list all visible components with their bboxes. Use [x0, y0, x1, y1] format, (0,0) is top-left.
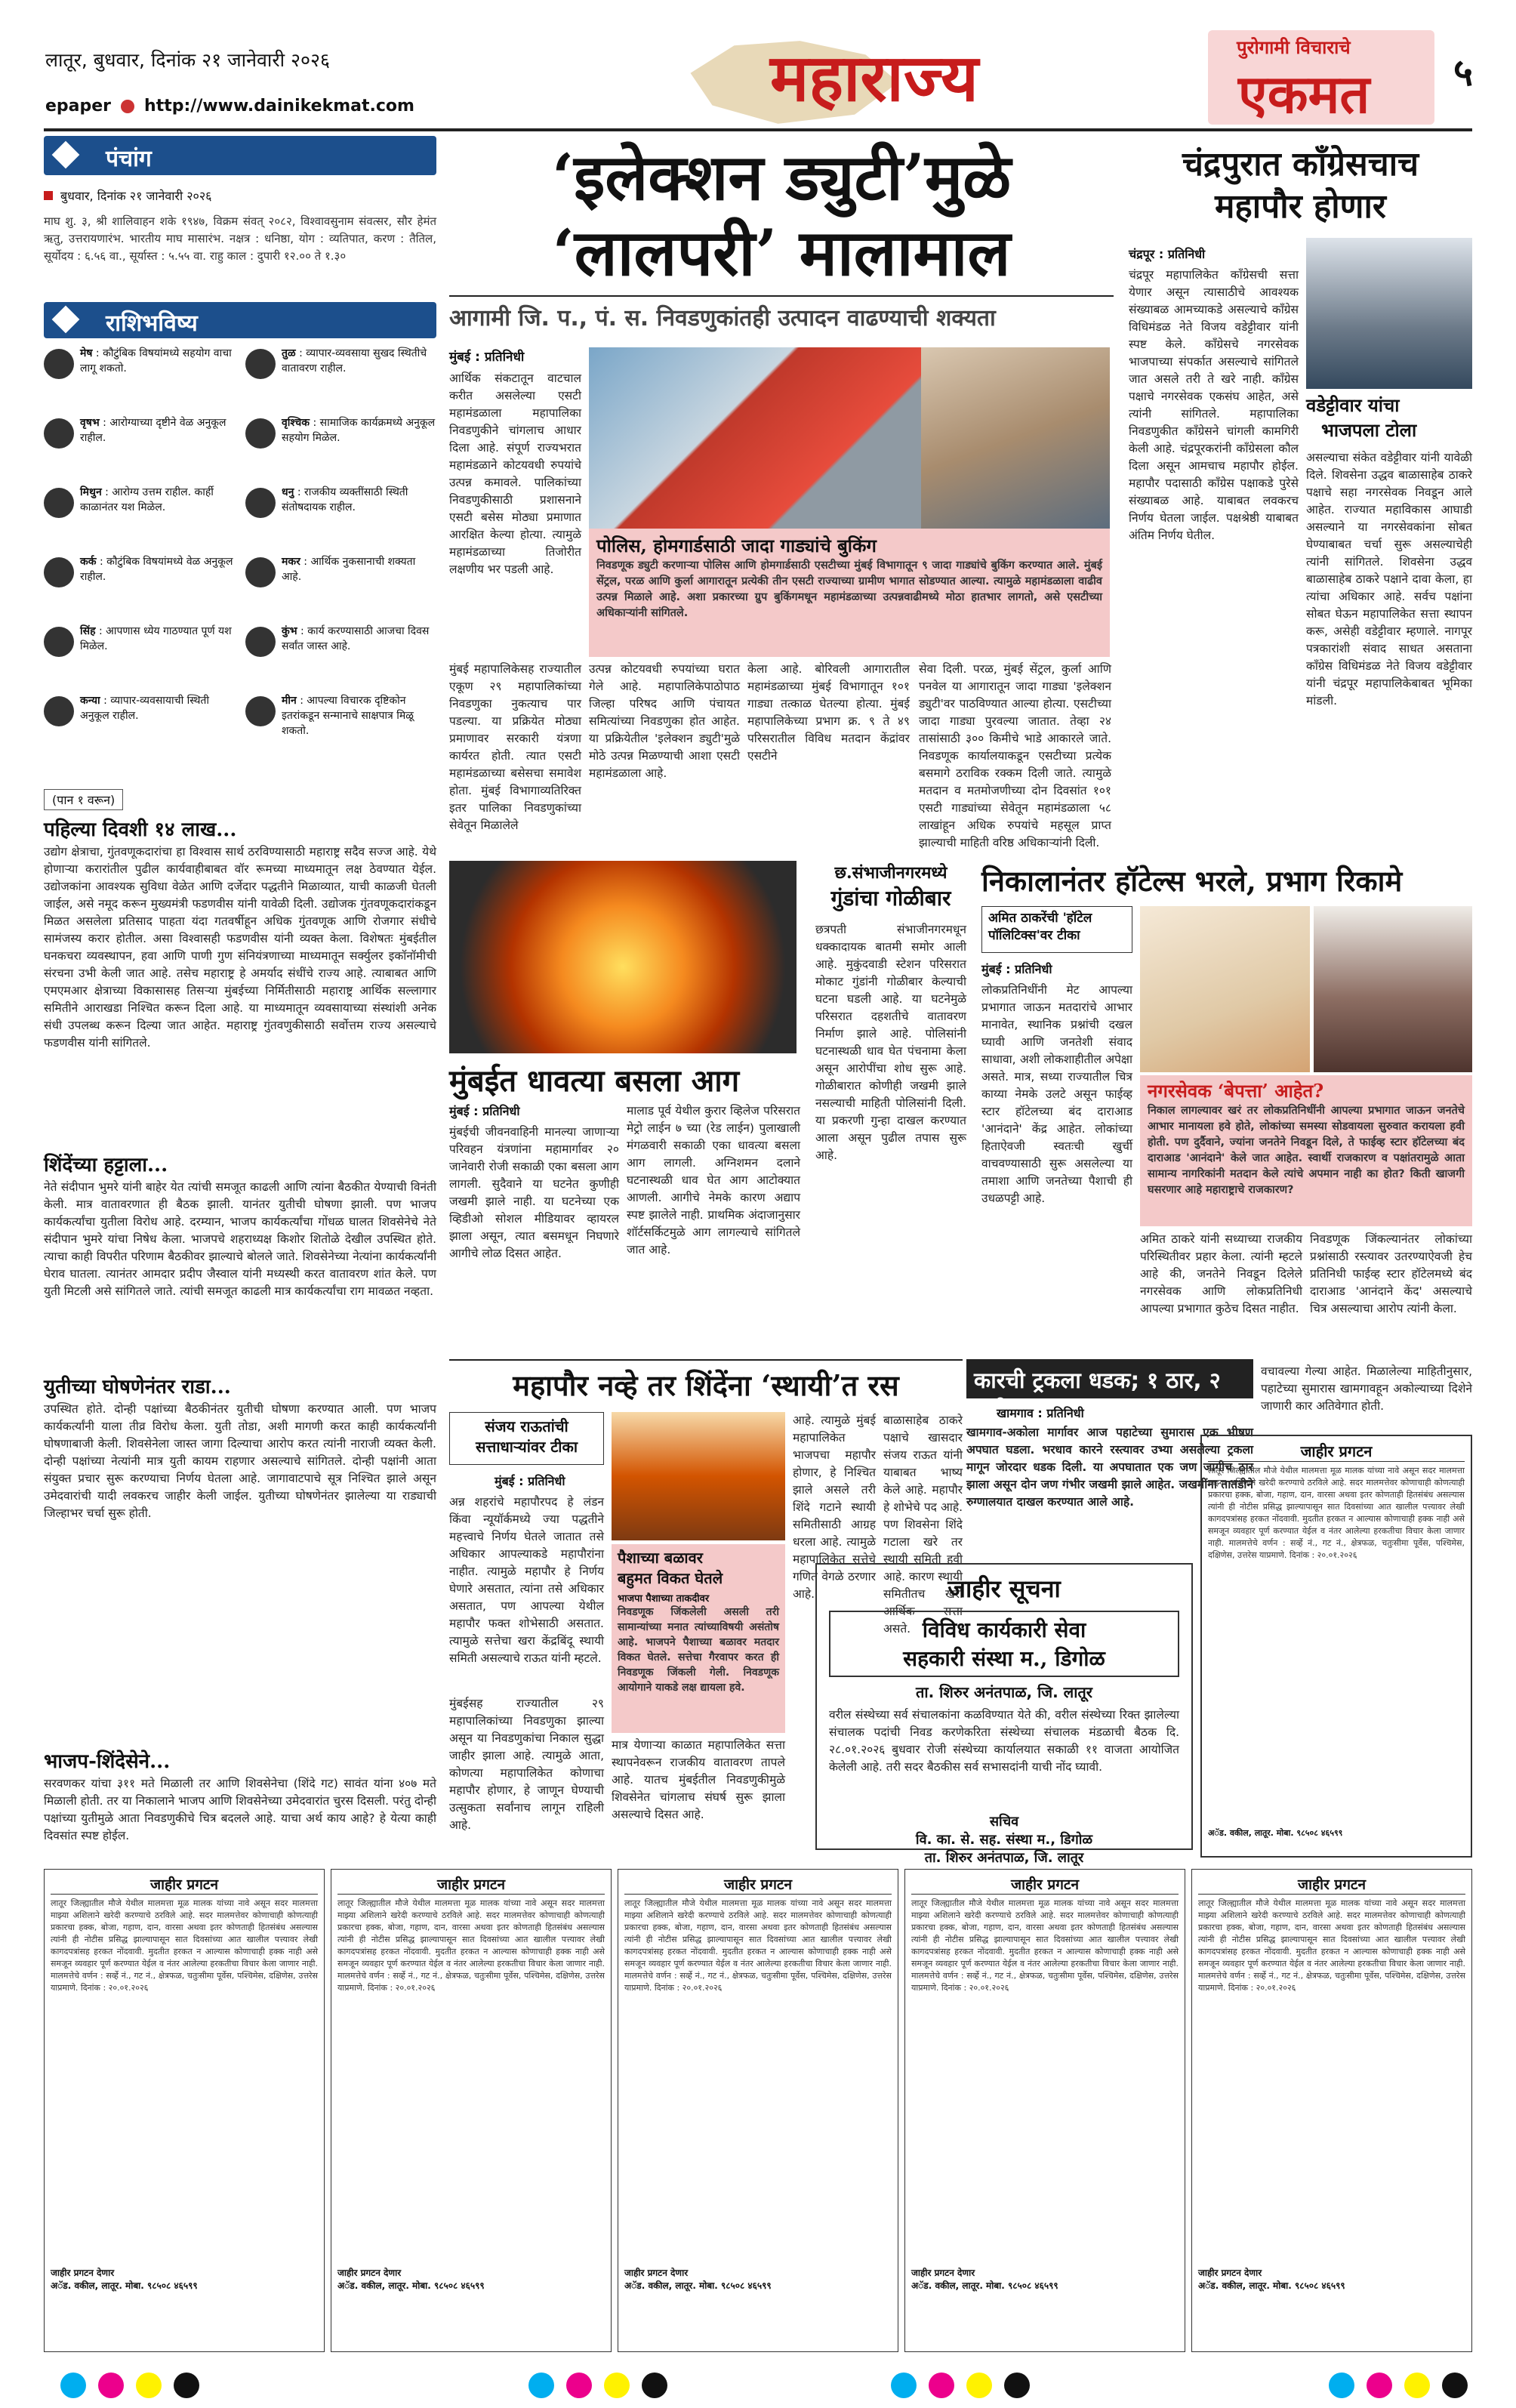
- congress-photo-caption-1: वडेट्टीवार यांचा: [1306, 394, 1400, 416]
- mayor-quote-box: [612, 1544, 785, 1733]
- panchang-body: माघ शु. ३, श्री शालिवाहन शके १९४७, विक्रम संवत् २०८२, विश्वावसुनाम संवत्सर, सौर हेमंत ऋतु, उत्तरायणारंभ. भारतीय माघ मासारंभ. नक्षत्र : धनिष्ठा, योग : व्यतिपात, करण : तैतिल, सूर्योदय : ६.५६ वा., सूर्यास्त : ५.५५ वा. राहु काल : दुपारी १२.०० ते १.३०: [44, 214, 436, 263]
- rashi-item: तुळ : व्यापार-व्यवसाया सुखद स्थितीचे वातावरण राहील.: [245, 346, 436, 412]
- classified-ad-text: लातूर जिल्ह्यातील मौजे येथील मालमत्ता मूळ मालक यांच्या नावे असून सदर मालमत्ता माझ्या अशिलाने खरेदी करण्याचे ठरविले आहे. सदर मालमत्तेवर कोणाचाही कोणत्याही प्रकारचा हक्क, बोजा, गहाण, दान, वारसा अथवा इतर कोणताही हितसंबंध असल्यास त्यांनी ही नोटीस प्रसिद्ध झाल्यापासून सात दिवसांच्या आत खालील पत्त्यावर लेखी कागदपत्रांसह हरकत नोंदवावी. मुदतीत हरकत न आल्यास कोणाचाही हक्क नाही असे समजून व्यवहार पूर्ण करण्यात येईल व नंतर आलेल्या हरकतीचा विचार केला जाणार नाही. मालमत्तेचे वर्णन : सर्व्हे नं., गट नं., क्षेत्रफळ, चतुःसीमा पूर्वेस, पश्चिमेस, दक्षिणेस, उत्तरेस याप्रमाणे. दिनांक : २०.०१.२०२६: [337, 1898, 605, 1993]
- lead-story: [449, 140, 1114, 857]
- bus-fire-col1: मुंबईची जीवनवाहिनी मानल्या जाणाऱ्या परिवहन यंत्रणांना महामार्गावर २० जानेवारी रोजी सकाळी एका बसला आग लागली. सुदैवाने या घटनेत कुणीही जखमी झाले नाही. या घटनेच्या एक व्हिडीओ सोशल मीडियावर व्हायरल झाला असून, त्यात बसमधून निघणारे आगीचे लोळ दिसत आहेत.: [449, 1125, 619, 1260]
- classified-ad-sign: जाहीर प्रगटन देणार: [911, 2268, 975, 2278]
- lead-byline: मुंबई : प्रतिनिधी: [449, 350, 525, 365]
- classified-ad-text: लातूर जिल्ह्यातील मौजे येथील मालमत्ता मूळ मालक यांच्या नावे असून सदर मालमत्ता माझ्या अशिलाने खरेदी करण्याचे ठरविले आहे. सदर मालमत्तेवर कोणाचाही कोणत्याही प्रकारचा हक्क, बोजा, गहाण, दान, वारसा अथवा इतर कोणताही हितसंबंध असल्यास त्यांनी ही नोटीस प्रसिद्ध झाल्यापासून सात दिवसांच्या आत खालील पत्त्यावर लेखी कागदपत्रांसह हरकत नोंदवावी. मुदतीत हरकत न आल्यास कोणाचाही हक्क नाही असे समजून व्यवहार पूर्ण करण्यात येईल व नंतर आलेल्या हरकतीचा विचार केला जाणार नाही. मालमत्तेचे वर्णन : सर्व्हे नं., गट नं., क्षेत्रफळ, चतुःसीमा पूर्वेस, पश्चिमेस, दक्षिणेस, उत्तरेस याप्रमाणे. दिनांक : २०.०१.२०२६: [624, 1898, 892, 1993]
- mayor-rule: [449, 1359, 963, 1361]
- registration-mark: [60, 2373, 86, 2398]
- public-notice-body: वरील संस्थेच्या सर्व संचालकांना कळविण्यात येते की, वरील संस्थेच्या रिक्त झालेल्या संचालक पदांची निवड करणेकरिता संस्थेच्या संचालक मंडळाची बैठक दि. २८.०१.२०२६ बुधवार रोजी संस्थेच्या कार्यालयात सकाळी ११ वाजता आयोजित केलेली आहे. तरी सदर बैठकीस सर्व सभासदांनी याची नोंद घ्यावी.: [829, 1708, 1179, 1774]
- right-ad-text: लातूर जिल्ह्यातील मौजे येथील मालमत्ता मूळ मालक यांच्या नावे असून सदर मालमत्ता माझ्या अशिलाने खरेदी करण्याचे ठरविले आहे. सदर मालमत्तेवर कोणाचाही कोणत्याही प्रकारचा हक्क, बोजा, गहाण, दान, वारसा अथवा इतर कोणताही हितसंबंध असल्यास त्यांनी ही नोटीस प्रसिद्ध झाल्यापासून सात दिवसांच्या आत खालील पत्त्यावर लेखी कागदपत्रांसह हरकत नोंदवावी. मुदतीत हरकत न आल्यास कोणाचाही हक्क नाही असे समजून व्यवहार पूर्ण करण्यात येईल व नंतर आलेल्या हरकतीचा विचार केला जाणार नाही. मालमत्तेचे वर्णन : सर्व्हे नं., गट नं., क्षेत्रफळ, चतुःसीमा पूर्वेस, पश्चिमेस, दक्षिणेस, उत्तरेस याप्रमाणे. दिनांक : २०.०१.२०२६: [1208, 1466, 1465, 1560]
- rashi-name: वृश्चिक: [282, 417, 310, 429]
- classified-ad-heading: जाहीर प्रगटन: [1198, 1874, 1465, 1895]
- rashi-text: सामाजिक कार्यक्रमध्ये अनुकूल सहयोग मिळेल.: [282, 417, 436, 444]
- bus-fire-byline: मुंबई : प्रतिनिधी: [449, 1104, 520, 1118]
- public-notice-org-2: सहकारी संस्था म., डिगोळ: [903, 1646, 1105, 1671]
- rashi-item: वृषभ : आरोग्याच्या दृष्टीने वेळ अनुकूल राहील.: [44, 415, 235, 482]
- panchang-section: [44, 136, 436, 294]
- continued-section: [44, 789, 436, 1861]
- classified-ad-heading: जाहीर प्रगटन: [51, 1874, 318, 1895]
- panchang-date-row: [44, 187, 436, 204]
- mayor-col4: बाळासाहेब ठाकरे पक्षाचे खासदार संजय राऊत यांनी याबाबत भाष्य केले आहे. महापौर हे शोभेचे पद आहे. पण शिवसेना शिंदे गटाला खरे तर स्थायी समिती हवी आहे. कारण स्थायी समितीतच खरी आर्थिक सत्ता असते.: [883, 1414, 963, 1636]
- dateline: लातूर, बुधवार, दिनांक २१ जानेवारी २०२६: [45, 49, 331, 71]
- public-notice-sign-3: ता. शिरुर अनंतपाळ, जि. लातूर: [924, 1850, 1084, 1866]
- section-title: महाराज्य: [770, 40, 978, 116]
- classified-ad-advocate: अॅड. वकील, लातूर. मोबा. ९८५०८ ४६५९९: [624, 2280, 772, 2291]
- rashi-name: कुंभ: [282, 625, 297, 637]
- classified-ad-sign: जाहीर प्रगटन देणार: [51, 2268, 115, 2278]
- classified-ad: [44, 1869, 325, 2352]
- classified-ad: [904, 1869, 1185, 2352]
- diamond-icon: [52, 306, 80, 334]
- classified-ad-sign: जाहीर प्रगटन देणार: [624, 2268, 689, 2278]
- rashi-item: वृश्चिक : सामाजिक कार्यक्रमध्ये अनुकूल सहयोग मिळेल.: [245, 415, 436, 482]
- sambhaji-title-2: गुंडांचा गोळीबार: [830, 886, 951, 911]
- continued-text-1: उद्योग क्षेत्राचा, गुंतवणूकदारांचा हा विश्वास सार्थ ठरविण्यासाठी महाराष्ट्र सदैव सज्ज आहे. येथे होणाऱ्या करारांतील पुढील कार्यवाहीबाबत वॉर रूमच्या माध्यमातून लक्ष ठेवण्यात येईल. उद्योजकांना आवश्यक सुविधा वेळेत आणि दर्जेदार पद्धतीने मिळाव्यात, याची काळजी घेतली जाईल, असे नमूद करून मुख्यमंत्री फडणवीस यांनी यावेळी दिली. उद्योजक गुंतवणूकदारांकडून मिळत असलेला प्रतिसाद पाहता यंदा गतवर्षीहून अधिक गुंतवणूक आणि रोजगार संधीचे सामंजस्य करार होतील. असा विश्वासही फडणवीस यांनी व्यक्त केला. विशेषतः मुंबईतील घनकचरा व्यवस्थापन, हवा आणि पाणी गुण संनियंत्रणाच्या माध्यमातून सर्क्युलर इकॉनॉमीची संरचना उभी केली जात आहे. तसेच महाराष्ट्र हे अमर्याद संधींचे राज्य आहे. त्याबाबत आणि एमएमआर क्षेत्राच्या विकासासह तिसऱ्या मुंबईच्या निर्मितीसाठी महाराष्ट्र आर्थिक सल्लागार समितीने आराखडा निश्चित करून दिला आहे. या माध्यमातून व्यवसायाच्या संस्थांशी अनेक संधी उपलब्ध करून दिल्या जात आहेत. महाराष्ट्र गुंतवणुकीसाठी सर्वोत्तम राज्य असल्याचे फडणवीस यांनी सांगितले.: [44, 845, 436, 1050]
- lead-column-1b: मुंबई महापालिकेसह राज्यातील एकूण २९ महापालिकांच्या निवडणुका नुकत्याच पार पडल्या. या प्रक्रियेत मोठ्या प्रमाणावर सरकारी यंत्रणा कार्यरत होती. त्यात एसटी महामंडळाच्या बसेसचा समावेश होता. मुंबई विभागाव्यतिरिक्त इतर पालिका निवडणुकांच्या सेवेतून मिळालेले: [449, 662, 581, 832]
- rashi-text: कौटुंबिक विषयांमध्ये वेळ अनुकूल राहील.: [80, 556, 233, 583]
- mayor-col2: मात्र येणाऱ्या काळात महापालिकेत सत्ता स्थापनेवरून राजकीय वातावरण तापले आहे. यातच मुंबईतील निवडणुकीमुळे शिवसेनेत चांगलाच संघर्ष सुरू झाला असल्याचे दिसत आहे.: [612, 1738, 785, 1821]
- mayor-side-box: [449, 1412, 604, 1465]
- mayor-side-title-2: सत्ताधाऱ्यांवर टीका: [475, 1438, 578, 1456]
- hotels-box-text: निकाल लागल्यावर खरं तर लोकप्रतिनिधींनी आपल्या प्रभागात जाऊन जनतेचे आभार मानायला हवे होते, लोकांच्या समस्या सोडवायला सुरुवात करायला हवी होती. पण दुर्दैवाने, ज्यांना जनतेने निवडून दिले, ते फाईव्ह स्टार हॉटेलच्या बंद दाराआड 'आनंदाने' केले जात आहेत. स्वार्थी राजकारण व पक्षांतरामुळे आता सामान्य नागरिकांनी मतदान केले त्यांचे अपमान नाही का होत? किती खाजगी घसरणार आहे महाराष्ट्राचे राजकारण?: [1148, 1105, 1465, 1196]
- mayor-side-title-1: संजय राऊतांची: [485, 1417, 568, 1435]
- public-notice-org-1: विविध कार्यकारी सेवा: [922, 1617, 1086, 1642]
- sanjay-raut-photo: [612, 1412, 785, 1540]
- rashi-item: मीन : आपल्या विचारक दृष्टिकोन इतरांकडून सन्मानाचे साक्षपात्र मिळू शकतो.: [245, 693, 436, 760]
- mayor-quote-title-2: बहुमत विकत घेतले: [618, 1569, 723, 1587]
- rashi-name: मेष: [80, 347, 93, 359]
- zodiac-icon: [44, 349, 74, 379]
- rashi-text: आर्थिक नुकसानाची शक्यता आहे.: [282, 556, 416, 583]
- sambhaji-body: छत्रपती संभाजीनगरमधून धक्कादायक बातमी समोर आली आहे. मुकुंदवाडी स्टेशन परिसरात मोकाट गुंडांनी गोळीबार केल्याची घटना घडली आहे. या घटनेमुळे परिसरात दहशतीचे वातावरण निर्माण झाले आहे. पोलिसांनी घटनास्थळी धाव घेत पंचनामा केला असून आरोपींचा शोध सुरू आहे. गोळीबारात कोणीही जखमी झाले नसल्याची माहिती पोलिसांनी दिली. या प्रकरणी गुन्हा दाखल करण्यात आला असून पुढील तपास सुरू आहे.: [815, 923, 966, 1162]
- rashi-text: कार्य करण्यासाठी आजचा दिवस सर्वांत जास्त आहे.: [282, 625, 430, 652]
- classified-ad: [331, 1869, 612, 2352]
- lead-title-line-2: ‘लालपरी’ मालामाल: [552, 215, 1011, 290]
- wadettiwar-photo: [1306, 238, 1472, 389]
- rashi-header: [44, 302, 436, 338]
- accident-body: खामगाव-अकोला मार्गावर आज पहाटेच्या सुमारास एक भीषण अपघात घडला. भरधाव कारने रस्त्यावर उभ्या असलेल्या ट्रकला मागून जोरदार धडक दिली. या अपघातात एक जण जागीच ठार झाला असून दोन जण गंभीर जखमी झाले आहेत. जखमींना तातडीने रुग्णालयात दाखल करण्यात आले आहे.: [966, 1426, 1253, 1509]
- rashi-name: तुळ: [282, 347, 296, 359]
- rashi-name: वृषभ: [80, 417, 100, 429]
- rashi-item: मकर : आर्थिक नुकसानाची शक्यता आहे.: [245, 554, 436, 621]
- rashi-item: मेष : कौटुंबिक विषयांमध्ये सहयोग वाचा लागू शकतो.: [44, 346, 235, 412]
- right-ad-heading: जाहीर प्रगटन: [1208, 1441, 1465, 1462]
- amit-thackeray-photo: [1314, 906, 1472, 1072]
- right-ad: [1200, 1435, 1472, 1858]
- brand-name: एकमत: [1238, 63, 1370, 125]
- lead-crowd-photo: [921, 347, 1110, 529]
- lead-title-line-1: ‘इलेक्शन ड्युटी’मुळे: [551, 140, 1012, 214]
- classified-ad-text: लातूर जिल्ह्यातील मौजे येथील मालमत्ता मूळ मालक यांच्या नावे असून सदर मालमत्ता माझ्या अशिलाने खरेदी करण्याचे ठरविले आहे. सदर मालमत्तेवर कोणाचाही कोणत्याही प्रकारचा हक्क, बोजा, गहाण, दान, वारसा अथवा इतर कोणताही हितसंबंध असल्यास त्यांनी ही नोटीस प्रसिद्ध झाल्यापासून सात दिवसांच्या आत खालील पत्त्यावर लेखी कागदपत्रांसह हरकत नोंदवावी. मुदतीत हरकत न आल्यास कोणाचाही हक्क नाही असे समजून व्यवहार पूर्ण करण्यात येईल व नंतर आलेल्या हरकतीचा विचार केला जाणार नाही. मालमत्तेचे वर्णन : सर्व्हे नं., गट नं., क्षेत्रफळ, चतुःसीमा पूर्वेस, पश्चिमेस, दक्षिणेस, उत्तरेस याप्रमाणे. दिनांक : २०.०१.२०२६: [51, 1898, 318, 1993]
- brand-tagline: पुरोगामी विचाराचे: [1237, 37, 1351, 58]
- hotels-side-title-2: पॉलिटिक्स'वर टीका: [988, 928, 1080, 943]
- brand-block: [1208, 30, 1434, 125]
- rashi-text: व्यापार-व्यवसाया सुखद स्थितीचे वातावरण राहील.: [282, 347, 427, 375]
- lead-column-1: आर्थिक संकटातून वाटचाल करीत असलेल्या एसटी महामंडळाला महापालिका निवडणुकीने चांगलाच आधार दिला आहे. संपूर्ण राज्यभरात महामंडळाने कोटयवधी रुपयांचे उत्पन्न कमावले. पालिकांच्या निवडणुकीसाठी प्रशासनाने एसटी बसेस मोठ्या प्रमाणात आरक्षित केल्या होत्या. त्यामुळे महामंडळाच्या तिजोरीत लक्षणीय भर पडली आहे.: [449, 372, 581, 576]
- epaper-label: epaper: [45, 97, 112, 116]
- public-notice: [815, 1563, 1193, 1866]
- masthead-rule: [44, 128, 1472, 131]
- rashi-text: कौटुंबिक विषयांमध्ये सहयोग वाचा लागू शकतो.: [80, 347, 232, 375]
- lead-rule: [449, 295, 1114, 297]
- registration-mark: [604, 2373, 630, 2398]
- registration-mark: [1367, 2373, 1392, 2398]
- congress-story: [1129, 140, 1472, 857]
- congress-title-1: चंद्रपुरात काँग्रेसचाच: [1182, 145, 1419, 183]
- hotels-box-title: नगरसेवक ‘बेपत्ता’ आहेत?: [1148, 1080, 1324, 1102]
- globe-icon: [121, 100, 134, 113]
- lead-column-3: सेवा दिली. परळ, मुंबई सेंट्रल, कुर्ला आणि पनवेल या आगारातून जादा गाड्या 'इलेक्शन ड्युटी'वर पाठविण्यात आल्या होत्या. एसटीच्या जादा गाड्या पुरवल्या जातात. तेव्हा २४ तासांसाठी ३०० किमीचे भाडे आकारले जाते. निवडणूक कार्यालयाकडून एसटीच्या प्रत्येक बसमागे ठराविक रक्कम दिली जाते. त्यामुळे मतदान व मतमोजणीच्या दोन दिवसांत १०१ एसटी गाड्यांच्या सेवेतून महामंडळाला ५८ लाखांहून अधिक रुपयांचे महसूल प्राप्त झाल्याची माहिती वरिष्ठ अधिकाऱ्यांनी दिली.: [919, 662, 1111, 849]
- mayor-col3: आहे. त्यामुळे मुंबई महापालिकेत भाजपचा महापौर होणार, हे निश्चित झाले असले तरी शिंदे गटाने स्थायी समितीसाठी आग्रह धरला आहे. त्यामुळे महापालिकेत सत्तेचे गणित वेगळे ठरणार आहे.: [793, 1414, 876, 1601]
- classified-ad-advocate: अॅड. वकील, लातूर. मोबा. ९८५०८ ४६५९९: [911, 2280, 1058, 2291]
- masthead: [0, 0, 1516, 132]
- rashi-section: [44, 302, 436, 785]
- congress-col2: असल्याचा संकेत वडेट्टीवार यांनी यावेळी दिले. शिवसेना उद्धव बाळासाहेब ठाकरे पक्षाचे सहा नगरसेवक निवडून आले आहेत. राज्यात महाविकास आघाडी असल्याने या नगरसेवकांना सोबत घेण्याबाबत चर्चा सुरू असल्याचेही त्यांनी सांगितले. शिवसेना उद्धव बाळासाहेब ठाकरे पक्षाने दावा केला, हा त्यांचा अधिकार आहे. सर्वच पक्षांना सोबत घेऊन महापालिकेत सत्ता स्थापन करू, असेही वडेट्टीवार म्हणाले. नागपूर पत्रकारांशी संवाद साधत असताना काँग्रेस विधिमंडळ नेते विजय वडेट्टीवार यांनी चंद्रपूर महापालिकेबाबत भूमिका मांडली.: [1306, 451, 1472, 708]
- rashi-title: राशिभविष्य: [106, 310, 198, 337]
- classified-ad-heading: जाहीर प्रगटन: [624, 1874, 892, 1895]
- right-ad-sign: अॅड. वकील, लातूर. मोबा. ९८५०८ ४६५९९: [1208, 1828, 1343, 1838]
- rashi-text: आपल्या विचारक दृष्टिकोन इतरांकडून सन्मानाचे साक्षपात्र मिळू शकतो.: [282, 695, 414, 737]
- congress-byline: चंद्रपूर : प्रतिनिधी: [1129, 247, 1206, 261]
- rashi-text: आरोग्याच्या दृष्टीने वेळ अनुकूल राहील.: [80, 417, 226, 444]
- zodiac-icon: [245, 488, 276, 518]
- zodiac-icon: [44, 557, 74, 587]
- registration-mark: [929, 2373, 954, 2398]
- bottom-ads: [44, 1869, 1472, 2352]
- classified-ad-advocate: अॅड. वकील, लातूर. मोबा. ९८५०८ ४६५९९: [1198, 2280, 1345, 2291]
- rashi-item: मिथुन : आरोग्य उत्तम राहील. कार्ही काळानंतर यश मिळेल.: [44, 485, 235, 551]
- hotels-byline: मुंबई : प्रतिनिधी: [981, 962, 1052, 976]
- rashi-text: व्यापार-व्यवसायाची स्थिती अनुकूल राहील.: [80, 695, 209, 722]
- zodiac-icon: [245, 349, 276, 379]
- continued-headline-3: युतीच्या घोषणेनंतर राडा...: [44, 1376, 231, 1398]
- registration-mark: [1329, 2373, 1354, 2398]
- continued-text-4: सरवणकर यांचा ३११ मते मिळाली तर आणि शिवसेनेचा (शिंदे गट) सावंत यांना ४०७ मते मिळाली होती. तर या निकालाने भाजप आणि शिवसेनेच्या उमेदवारांत चुरस दिसली. परंतु दोन्ही पक्षांच्या युतीमुळे आता निवडणुकीचे चित्र बदलले आहे. याचा अर्थ काय आहे? हे येत्या काही दिवसांत स्पष्ट होईल.: [44, 1777, 437, 1842]
- rashi-text: आरोग्य उत्तम राहील. कार्ही काळानंतर यश मिळेल.: [80, 486, 214, 513]
- registration-mark: [891, 2373, 917, 2398]
- rashi-item: कुंभ : कार्य करण्यासाठी आजचा दिवस सर्वांत जास्त आहे.: [245, 624, 436, 690]
- rashi-name: मकर: [282, 556, 300, 568]
- rashi-item: धनु : राजकीय व्यक्तींसाठी स्थिती संतोषदायक राहील.: [245, 485, 436, 551]
- epaper-link[interactable]: [45, 97, 414, 116]
- accident-byline: खामगाव : प्रतिनिधी: [997, 1406, 1084, 1420]
- hotels-cartoon: [1140, 906, 1310, 1072]
- hotels-highlight-box: [1140, 1075, 1472, 1226]
- rashi-grid: [44, 346, 436, 760]
- panchang-title: पंचांग: [106, 146, 152, 172]
- classified-ad-advocate: अॅड. वकील, लातूर. मोबा. ९८५०८ ४६५९९: [337, 2280, 485, 2291]
- classified-ad-text: लातूर जिल्ह्यातील मौजे येथील मालमत्ता मूळ मालक यांच्या नावे असून सदर मालमत्ता माझ्या अशिलाने खरेदी करण्याचे ठरविले आहे. सदर मालमत्तेवर कोणाचाही कोणत्याही प्रकारचा हक्क, बोजा, गहाण, दान, वारसा अथवा इतर कोणताही हितसंबंध असल्यास त्यांनी ही नोटीस प्रसिद्ध झाल्यापासून सात दिवसांच्या आत खालील पत्त्यावर लेखी कागदपत्रांसह हरकत नोंदवावी. मुदतीत हरकत न आल्यास कोणाचाही हक्क नाही असे समजून व्यवहार पूर्ण करण्यात येईल व नंतर आलेल्या हरकतीचा विचार केला जाणार नाही. मालमत्तेचे वर्णन : सर्व्हे नं., गट नं., क्षेत्रफळ, चतुःसीमा पूर्वेस, पश्चिमेस, दक्षिणेस, उत्तरेस याप्रमाणे. दिनांक : २०.०१.२०२६: [1198, 1898, 1465, 1993]
- accident-side: वचावल्या गेल्या आहेत. मिळालेल्या माहितीनुसार, पहाटेच्या सुमारास खामगावहून अकोल्याच्या दिशेने जाणारी कार अतिवेगात होती.: [1261, 1364, 1472, 1413]
- hotels-col2: अमित ठाकरे यांनी सध्याच्या राजकीय परिस्थितीवर प्रहार केला. त्यांनी म्हटले आहे की, जनतेने निवडून दिलेले नगरसेवक आणि लोकप्रतिनिधी आपल्या प्रभागात कुठेच दिसत नाहीत.: [1140, 1232, 1302, 1315]
- hotels-side-box: [981, 906, 1132, 953]
- continued-text-2: नेते संदीपान भुमरे यांनी बाहेर येत त्यांची समजूत काढली आणि त्यांना बैठकीत येण्याची विनंती केली. मात्र वातावरणात ही बैठक झाली. यानंतर युतीची घोषणा झाली. पण भाजप कार्यकर्त्यांचा युतीला विरोध आहे. दरम्यान, भाजप कार्यकर्त्यांचा गोंधळ घालत शिवसेनेचे नेते संदीपान भुमरे यांचा निषेध केला. भाजपचे शहराध्यक्ष किशोर शितोळे देखील उपस्थित होते. त्याचा काही विपरीत परिणाम बैठकीवर झाल्याचे बोलले जाते. शिवसेनेच्या नेत्यांना कार्यकर्त्यांनी घेराव घातला. त्यानंतर आमदार प्रदीप जैस्वाल यांनी मध्यस्थी करत वातावरण शांत केले. पण युती मिटली असे सांगितले जाते. त्यांची समजूत काढली मात्र कार्यकर्त्यांचा राग मावळत नव्हता.: [44, 1180, 436, 1298]
- color-registration-strip: [0, 2371, 1516, 2401]
- classified-ad-text: लातूर जिल्ह्यातील मौजे येथील मालमत्ता मूळ मालक यांच्या नावे असून सदर मालमत्ता माझ्या अशिलाने खरेदी करण्याचे ठरविले आहे. सदर मालमत्तेवर कोणाचाही कोणत्याही प्रकारचा हक्क, बोजा, गहाण, दान, वारसा अथवा इतर कोणताही हितसंबंध असल्यास त्यांनी ही नोटीस प्रसिद्ध झाल्यापासून सात दिवसांच्या आत खालील पत्त्यावर लेखी कागदपत्रांसह हरकत नोंदवावी. मुदतीत हरकत न आल्यास कोणाचाही हक्क नाही असे समजून व्यवहार पूर्ण करण्यात येईल व नंतर आलेल्या हरकतीचा विचार केला जाणार नाही. मालमत्तेचे वर्णन : सर्व्हे नं., गट नं., क्षेत्रफळ, चतुःसीमा पूर्वेस, पश्चिमेस, दक्षिणेस, उत्तरेस याप्रमाणे. दिनांक : २०.०१.२०२६: [911, 1898, 1179, 1993]
- classified-ad-heading: जाहीर प्रगटन: [911, 1874, 1179, 1895]
- continued-headline-2: शिंदेंच्या हट्टाला...: [44, 1154, 168, 1176]
- rashi-name: धनु: [282, 486, 294, 498]
- rashi-item: कन्या : व्यापार-व्यवसायाची स्थिती अनुकूल राहील.: [44, 693, 235, 760]
- mayor-title: महापौर नव्हे तर शिंदेंना ‘स्थायी’त रस: [513, 1368, 899, 1402]
- registration-mark: [98, 2373, 124, 2398]
- rashi-name: मीन: [282, 695, 297, 707]
- mayor-col1: अन्न शहरांचे महापौरपद हे लंडन किंवा न्यूयॉर्कमध्ये ज्या पद्धतीने महत्त्वाचे निर्णय घेतले जातात तसे अधिकार आपल्याकडे महापौरांना नाहीत. त्यामुळे महापौर हे निर्णय घेणारे असतात, त्यांना तसे अधिकार असतात, पण आपल्या येथील महापौर फक्त शोभेसाठी असतात. त्यामुळे सत्तेचा खरा केंद्रबिंदू स्थायी समिती असल्याचे राऊत यांनी म्हटले.: [449, 1495, 604, 1665]
- lead-deck: आगामी जि. प., पं. स. निवडणुकांतही उत्पादन वाढण्याची शक्यता: [449, 305, 996, 331]
- classified-ad-advocate: अॅड. वकील, लातूर. मोबा. ९८५०८ ४६५९९: [51, 2280, 198, 2291]
- classified-ad: [618, 1869, 898, 2352]
- mayor-quote-title-1: पैशाच्या बळावर: [618, 1549, 703, 1567]
- panchang-header: [44, 136, 436, 175]
- lead-caption-box: [589, 529, 1110, 657]
- lead-column-4: उत्पन्न कोटयवधी रुपयांच्या घरात गेले आहे. महापालिकेपाठोपाठ जिल्हा परिषद आणि पंचायत समित्यांच्या निवडणुका होत आहेत. या प्रक्रियेतील 'इलेक्शन ड्युटी'मुळे मोठे उत्पन्न मिळण्याची आशा एसटी महामंडळाला आहे.: [589, 662, 740, 780]
- registration-mark: [528, 2373, 554, 2398]
- hotels-title: निकालानंतर हॉटेल्स भरले, प्रभाग रिकामे: [981, 864, 1403, 898]
- continued-headline-4: भाजप-शिंदेसेने...: [44, 1750, 171, 1773]
- continued-text-3: उपस्थित होते. दोन्ही पक्षांच्या बैठकीनंतर युतीची घोषणा करण्यात आली. पण भाजप कार्यकर्त्यांनी याला तीव्र विरोध केला. युती तोडा, अशी मागणी करत काही कार्यकर्त्यांनी घोषणाबाजी केली. शिवसेनेला जास्त जागा दिल्याचा आरोप करत त्यांनी नाराजी व्यक्त केली. दोन्ही पक्षांच्या नेत्यांनी मात्र युती कायम राहणार असल्याचे सांगितले. दोन्ही पक्षांनी आता संयुक्त प्रचार सुरू करण्याचा निर्णय घेतला आहे. जागावाटपाचे सूत्र निश्चित झाले असून उमेदवारांची यादी लवकरच जाहीर केली जाईल. युतीच्या घोषणेनंतर झालेल्या या राड्याची जिल्हाभर चर्चा सुरू होती.: [44, 1402, 436, 1520]
- mayor-quote-label: भाजपा पैशाच्या ताकदीवर: [618, 1593, 710, 1605]
- sambhaji-story: [815, 861, 966, 1306]
- registration-mark: [1404, 2373, 1430, 2398]
- registration-mark: [966, 2373, 992, 2398]
- continued-headline-1: पहिल्या दिवशी १४ लाख...: [44, 819, 237, 841]
- rashi-item: कर्क : कौटुंबिक विषयांमध्ये वेळ अनुकूल राहील.: [44, 554, 235, 621]
- public-notice-sign-1: सचिव: [989, 1814, 1019, 1830]
- mayor-quote-text: निवडणूक जिंकलेली असली तरी सामान्यांच्या मनात त्यांच्याविषयी असंतोष आहे. भाजपने पैशाच्या बळावर मतदार विकत घेतले. सत्तेचा गैरवापर करत ही निवडणूक जिंकली गेली. निवडणूक आयोगाने याकडे लक्ष द्यायला हवे.: [618, 1606, 779, 1694]
- classified-ad-sign: जाहीर प्रगटन देणार: [337, 2268, 402, 2278]
- bus-fire-story: [449, 861, 804, 1306]
- registration-mark: [642, 2373, 667, 2398]
- diamond-icon: [52, 141, 80, 169]
- rashi-text: राजकीय व्यक्तींसाठी स्थिती संतोषदायक राहील.: [282, 486, 408, 513]
- zodiac-icon: [245, 418, 276, 449]
- zodiac-icon: [245, 696, 276, 726]
- hotels-body: लोकप्रतिनिधींनी मेट आपल्या प्रभागात जाऊन मतदारांचे आभार मानावेत, स्थानिक प्रश्नांची दखल घ्यावी आणि जनतेशी संवाद साधावा, अशी लोकशाहीतील अपेक्षा असते. मात्र, सध्या राज्यातील चित्र काय्या नेमके उलटे असून फाईव्ह स्टार हॉटेलच्या बंद दाराआड 'आनंदाने' केंद्र आहेत. लोकांच्या हिताऐवजी स्वतःची खुर्ची वाचवण्यासाठी सुरू असलेल्या या तमाशा आणि जनतेच्या पैशाची ही उधळपट्टी आहे.: [981, 983, 1132, 1205]
- zodiac-icon: [245, 627, 276, 657]
- bus-fire-photo: [449, 861, 797, 1053]
- congress-photo-caption-2: भाजपला टोला: [1321, 419, 1417, 441]
- zodiac-icon: [44, 418, 74, 449]
- bus-fire-col2: मालाड पूर्व येथील कुरार व्हिलेज परिसरात मेट्रो लाईन ७ च्या (रेड लाईन) पुलाखाली मंगळवारी सकाळी एका धावत्या बसला आग लागली. अग्निशमन दलाने घटनास्थळी धाव घेत आग आटोक्यात आणली. आगीचे नेमके कारण अद्याप स्पष्ट झालेले नाही. प्राथमिक अंदाजानुसार शॉर्टसर्किटमुळे आग लागल्याचे सांगितले जात आहे.: [627, 1104, 800, 1256]
- rashi-name: सिंह: [80, 625, 96, 637]
- public-notice-location: ता. शिरुर अनंतपाळ, जि. लातूर: [915, 1683, 1092, 1701]
- hotels-side-title-1: अमित ठाकरेंची 'हॉटेल: [988, 911, 1092, 926]
- hotels-story: [981, 861, 1472, 1352]
- registration-mark: [174, 2373, 199, 2398]
- classified-ad: [1191, 1869, 1472, 2352]
- zodiac-icon: [44, 696, 74, 726]
- zodiac-icon: [44, 488, 74, 518]
- sambhaji-title-1: छ.संभाजीनगरमध्ये: [834, 863, 948, 883]
- classified-ad-heading: जाहीर प्रगटन: [337, 1874, 605, 1895]
- mayor-byline: मुंबई : प्रतिनिधी: [495, 1474, 565, 1488]
- congress-title-2: महापौर होणार: [1215, 187, 1386, 226]
- page-number: ५: [1453, 50, 1473, 94]
- zodiac-icon: [44, 627, 74, 657]
- hotels-col3: निवडणूक जिंकल्यानंतर लोकांच्या प्रश्नांसाठी रस्त्यावर उतरण्याऐवजी हेच प्रतिनिधी फाईव्ह स्टार हॉटेलमध्ये बंद दाराआड 'आनंदाने केंद' असल्याचे चित्र असल्याचा आरोप त्यांनी केला.: [1310, 1232, 1472, 1315]
- continued-tag: (पान १ वरून): [44, 789, 123, 810]
- lead-column-5: केला आहे. बोरिवली आगारातील महामंडळाच्या मुंबई विभागातून १०१ गाड्या तत्काळ घेतल्या होत्या. मुंबई महापालिकेच्या प्रभाग क्र. ९ ते ४९ परिसरातील विविध मतदान केंद्रांवर एसटीने: [747, 662, 910, 763]
- registration-mark: [566, 2373, 592, 2398]
- bullet-icon: [44, 191, 53, 200]
- rashi-text: आपणास ध्येय गाठण्यात पूर्ण यश मिळेल.: [80, 625, 232, 652]
- congress-body: चंद्रपूर महापालिकेत काँग्रेसची सत्ता येणार असून त्यासाठीचे आवश्यक संख्याबळ आमच्याकडे असल्याचे काँग्रेस विधिमंडळ नेते विजय वडेट्टीवार यांनी स्पष्ट केले. काँग्रेसचे नगरसेवक भाजपाच्या संपर्कात असल्याचे सांगितले जात असले तरी ते खरे नाही. काँग्रेस पक्षाचे नगरसेवक एकसंघ आहेत, असे त्यांनी सांगितले. महापालिका निवडणुकीत काँग्रेसने चांगली कामगिरी केली आहे. चंद्रपूरकरांनी काँग्रेसला कौल दिला असून आमचाच महापौर होईल. महापौर पदासाठी काँग्रेस पक्षाकडे पुरेसे संख्याबळ आहे. याबाबत लवकरच निर्णय घेतला जाईल. पक्षश्रेष्ठी याबाबत अंतिम निर्णय घेतील.: [1129, 268, 1299, 542]
- bus-fire-title: मुंबईत धावत्या बसला आग: [449, 1063, 740, 1099]
- registration-mark: [136, 2373, 162, 2398]
- zodiac-icon: [245, 557, 276, 587]
- public-notice-heading: जाहीर सूचना: [948, 1574, 1061, 1603]
- rashi-name: कन्या: [80, 695, 100, 707]
- lead-caption-title: पोलिस, होमगार्डसाठी जादा गाड्यांचे बुकिंग: [596, 535, 877, 557]
- rashi-name: मिथुन: [80, 486, 102, 498]
- mayor-col1b: मुंबईसह राज्यातील २९ महापालिकांच्या निवडणुका झाल्या असून या निवडणुकांचा निकाल सुद्धा जाहीर झाला आहे. त्यामुळे आता, कोणत्या महापालिकेत कोणाचा महापौर होणार, हे जाणून घेण्याची उत्सुकता सर्वांनाच लागून राहिली आहे.: [449, 1697, 604, 1832]
- accident-title: कारची ट्रकला धडक; १ ठार, २ गंभीर: [974, 1367, 1221, 1423]
- public-notice-org-box: [829, 1611, 1179, 1677]
- public-notice-sign-2: वि. का. से. सह. संस्था म., डिगोळ: [915, 1832, 1093, 1848]
- registration-mark: [1004, 2373, 1030, 2398]
- registration-mark: [1442, 2373, 1468, 2398]
- lead-bus-photo: [589, 347, 921, 529]
- lead-caption-text: निवडणूक ड्युटी करणाऱ्या पोलिस आणि होमगार्डसाठी एसटीच्या मुंबई विभागातून ९ जादा गाड्यांचे बुकिंग करण्यात आले. मुंबई सेंट्रल, परळ आणि कुर्ला आगारातून प्रत्येकी तीन एसटी राज्याच्या ग्रामीण भागात सोडण्यात आल्या. त्यामुळे महामंडळाला वाढीव उत्पन्न मिळाले आहे. अशा प्रकारच्या ग्रुप बुकिंगमधून महामंडळाच्या उत्पन्नवाढीमध्ये मोठा हातभार लागतो, असे एसटीच्या अधिकाऱ्यांनी सांगितले.: [596, 560, 1102, 619]
- rashi-name: कर्क: [80, 556, 97, 568]
- rashi-item: सिंह : आपणास ध्येय गाठण्यात पूर्ण यश मिळेल.: [44, 624, 235, 690]
- panchang-date: बुधवार, दिनांक २१ जानेवारी २०२६: [60, 189, 212, 203]
- classified-ad-sign: जाहीर प्रगटन देणार: [1198, 2268, 1262, 2278]
- website-url[interactable]: http://www.dainikekmat.com: [144, 97, 414, 116]
